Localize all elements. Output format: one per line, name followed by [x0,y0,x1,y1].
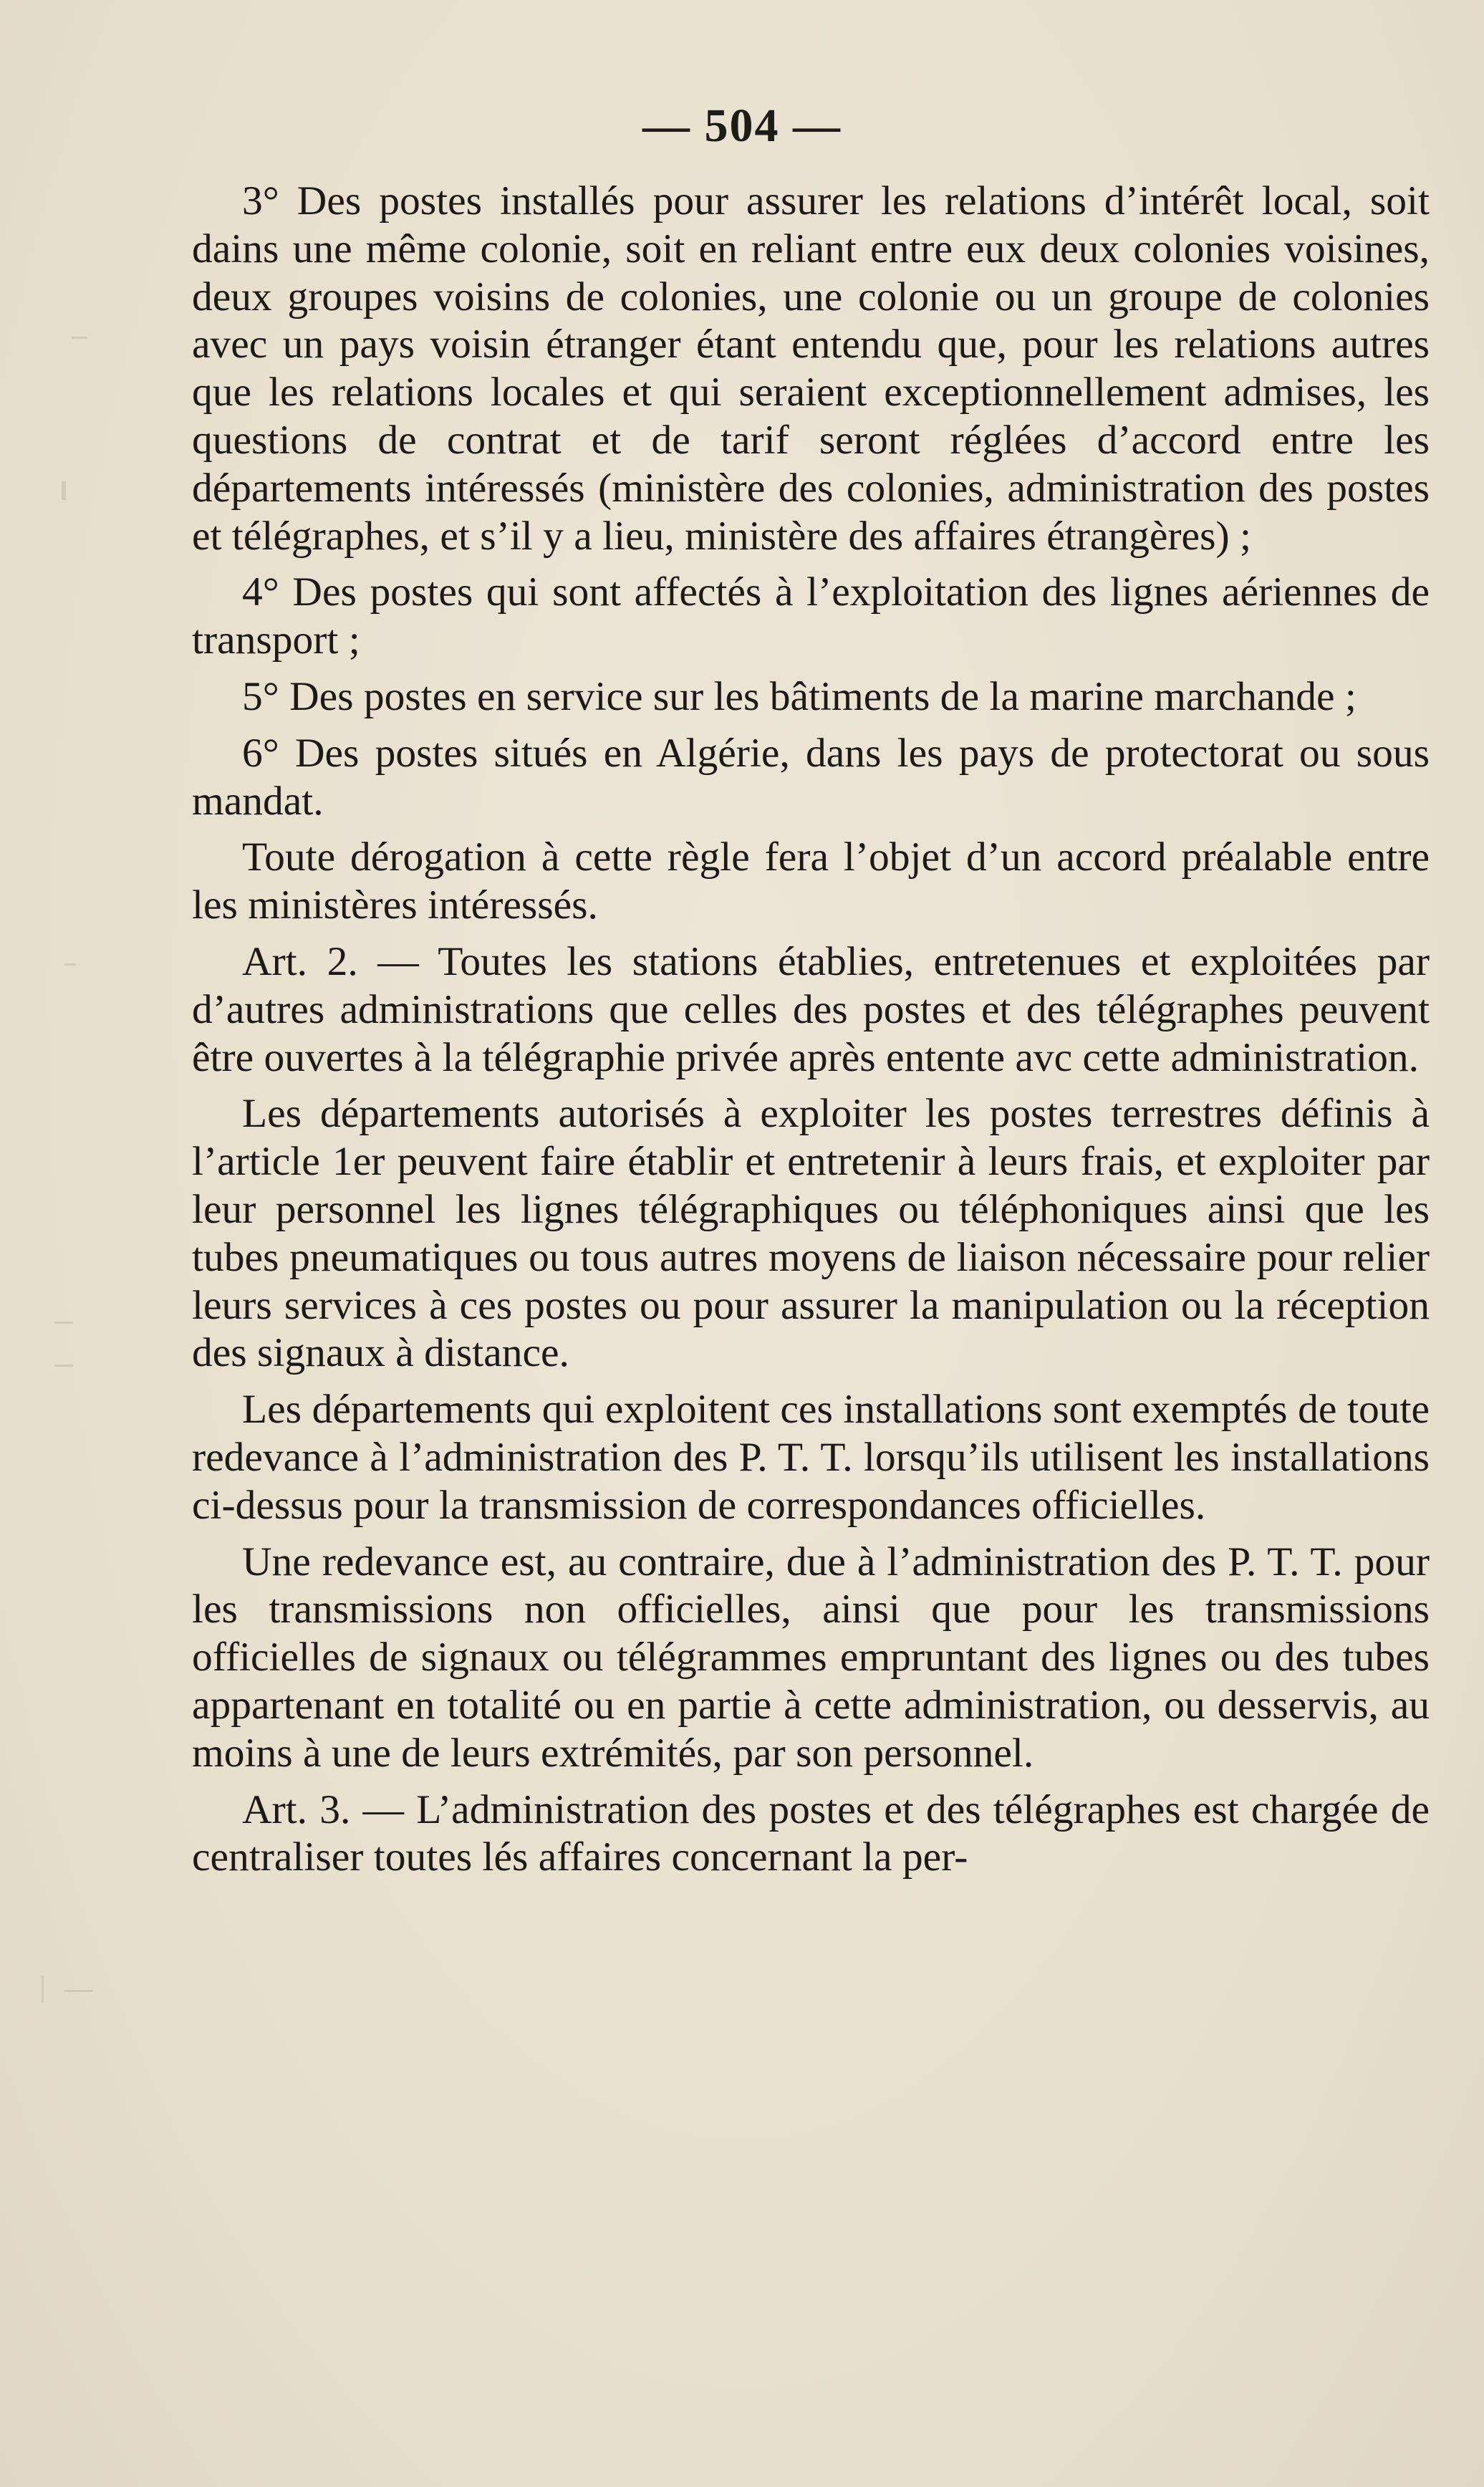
margin-mark [72,337,87,339]
paragraph-item-6: 6° Des postes situés en Algérie, dans les pays de protectorat ou sous mandat. [192,730,1430,824]
margin-mark [54,1322,73,1324]
margin-mark [62,481,66,500]
paragraph-departements-autorises: Les départements autorisés à exploiter les postes terrestres définis à l’article 1er peuvent faire établir et entretenir à leurs frais, et exploiter par leur personnel les lignes télégraphiques ou téléphoniques ainsi que les tubes pneumatiques ou tous autres moyens de liaison nécessaire pour relier leurs services à ces postes ou pour assurer la manipulation ou la réception des signaux à distance. [192,1091,1430,1376]
margin-mark [64,963,76,966]
paragraph-item-4: 4° Des postes qui sont affectés à l’exploitation des lignes aériennes de transport ; [192,569,1430,663]
margin-mark [64,1990,93,1992]
margin-mark [54,1365,73,1367]
body-text [192,178,1430,1882]
paragraph-item-3: 3° Des postes installés pour assurer les relations d’intérêt local, soit dains une même colonie, soit en reliant entre eux deux colonies voisines, deux groupes voisins de colonies, une colonie ou un groupe de colonies avec un pays voisin étranger étant entendu que, pour les relations autres que les relations locales et qui seraient exceptionnellement admises, les questions de contrat et de tarif seront réglées d’accord entre les départements intéressés (ministère des colonies, administration des postes et télégraphes, et s’il y a lieu, ministère des affaires étrangères) ; [192,178,1430,559]
paragraph-item-5: 5° Des postes en service sur les bâtiments de la marine marchande ; [242,673,1357,719]
paragraph-derogation: Toute dérogation à cette règle fera l’objet d’un accord préalable entre les ministères intéressés. [192,834,1430,928]
paragraph-article-3: Art. 3. — L’administration des postes et des télégraphes est chargée de centraliser toutes lés affaires concernant la per- [192,1786,1430,1880]
paragraph-redevance: Une redevance est, au contraire, due à l’administration des P. T. T. pour les transmissions non officielles, ainsi que pour les transmissions officielles de signaux ou télégrammes empruntant des lignes ou des tubes appartenant en totalité ou en partie à cette administration, ou desservis, au moins à une de leurs extrémités, par son personnel. [192,1539,1430,1776]
page-number: — 504 — [642,100,842,152]
paragraph-exemption: Les départements qui exploitent ces installations sont exemptés de toute redevance à l’administration des P. T. T. lorsqu’ils utilisent les installations ci-dessus pour la transmission de correspondances officielles. [192,1387,1430,1528]
margin-mark [42,1976,44,2003]
paragraph-article-2: Art. 2. — Toutes les stations établies, entretenues et exploitées par d’autres administrations que celles des postes et des télégraphes peuvent être ouvertes à la télégraphie privée après entente avc cette administration. [192,938,1430,1080]
